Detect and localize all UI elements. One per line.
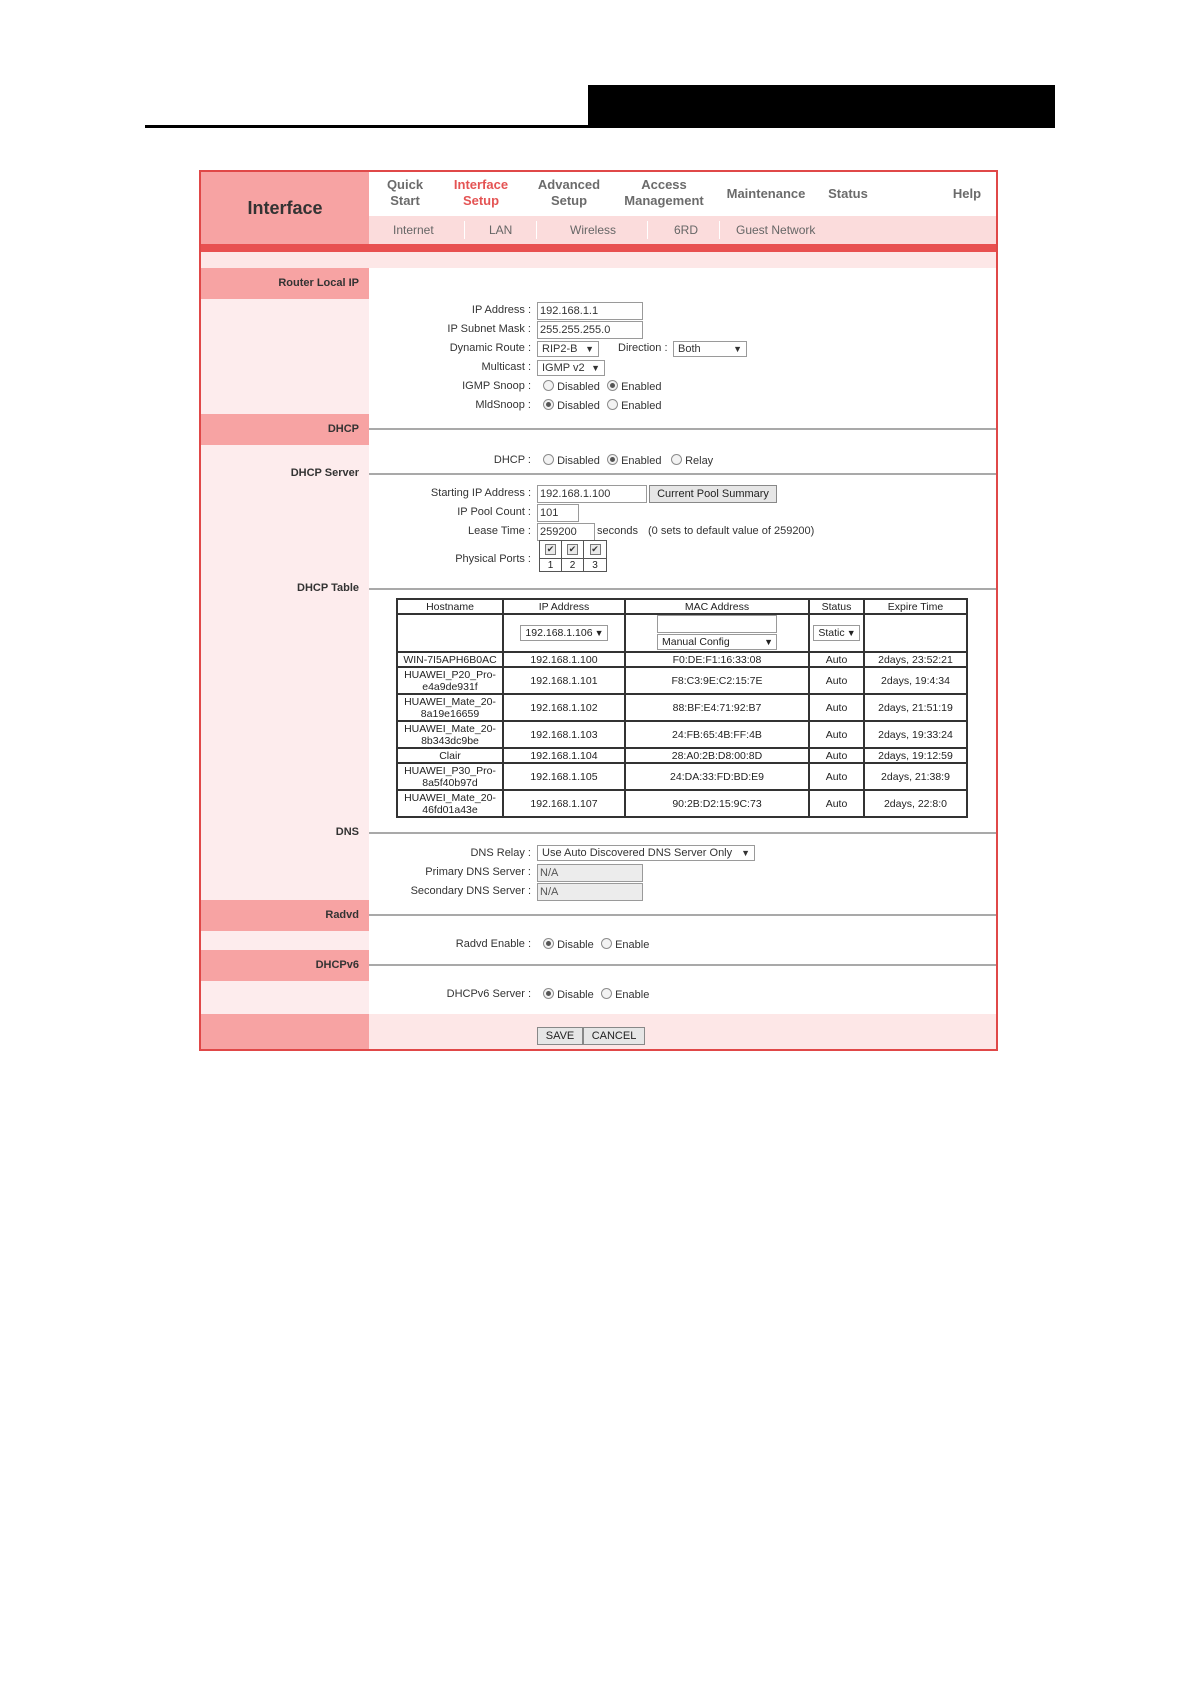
port-number: 1: [540, 558, 562, 571]
cell-ip: 192.168.1.100: [503, 652, 625, 667]
section-divider: [369, 832, 996, 834]
cell-status: Auto: [809, 721, 864, 748]
cancel-button[interactable]: CANCEL: [583, 1027, 645, 1045]
mac-input-cell: [625, 614, 809, 652]
nav-access-management[interactable]: Access Management: [624, 177, 704, 208]
nav-advanced-setup[interactable]: Advanced Setup: [537, 177, 601, 208]
section-divider: [369, 428, 996, 430]
chevron-down-icon: ▼: [585, 344, 594, 354]
save-button[interactable]: SAVE: [537, 1027, 583, 1045]
cell-expire: 2days, 19:12:59: [864, 748, 967, 763]
table-row[interactable]: [397, 790, 967, 817]
starting-ip-label: Starting IP Address :: [430, 487, 531, 499]
dynamic-route-select[interactable]: RIP2-B ▼: [537, 341, 599, 357]
lease-time-field[interactable]: 259200: [537, 523, 595, 541]
radio-icon[interactable]: [607, 399, 618, 410]
physical-ports-grid: [539, 540, 607, 572]
cell-expire: 2days, 22:8:0: [864, 790, 967, 817]
subnav-lan[interactable]: LAN: [489, 223, 513, 237]
current-pool-summary-button[interactable]: Current Pool Summary: [649, 485, 777, 503]
cell-mac: 90:2B:D2:15:9C:73: [625, 790, 809, 817]
radio-icon[interactable]: [671, 454, 682, 465]
port-checkbox-cell[interactable]: [584, 541, 606, 558]
check-icon[interactable]: ✔: [591, 544, 599, 554]
dynamic-route-label: Dynamic Route :: [449, 342, 531, 354]
nav-maintenance[interactable]: Maintenance: [726, 186, 806, 201]
lease-time-unit: seconds: [597, 525, 638, 537]
cell-status: Auto: [809, 763, 864, 790]
cell-ip: 192.168.1.107: [503, 790, 625, 817]
dhcp-mode-label: DHCP :: [493, 454, 531, 466]
dhcp-lease-table: [396, 598, 968, 818]
section-dhcp: DHCP: [201, 414, 369, 445]
cell-hostname: Clair: [397, 748, 503, 763]
cell-mac: F8:C3:9E:C2:15:7E: [625, 667, 809, 694]
sub-navigation: [369, 216, 996, 244]
secondary-dns-label: Secondary DNS Server :: [410, 885, 531, 897]
hostname-input-cell: [397, 614, 503, 652]
subnet-mask-label: IP Subnet Mask :: [447, 323, 531, 335]
igmp-snoop-enabled-option[interactable]: Enabled: [607, 380, 661, 393]
logo-title: Interface: [201, 172, 369, 244]
radvd-enable-option[interactable]: Enable: [601, 938, 649, 951]
cell-status: Auto: [809, 748, 864, 763]
dns-relay-select[interactable]: Use Auto Discovered DNS Server Only ▼: [537, 845, 755, 861]
cell-expire: 2days, 23:52:21: [864, 652, 967, 667]
cell-hostname: HUAWEI_Mate_20- 8b343dc9be: [397, 721, 503, 748]
cell-ip: 192.168.1.105: [503, 763, 625, 790]
port-number: 2: [562, 558, 584, 571]
section-divider: [369, 473, 996, 475]
chevron-down-icon: ▼: [764, 637, 773, 647]
pool-count-label: IP Pool Count :: [457, 506, 531, 518]
section-router-local-ip: Router Local IP: [201, 268, 369, 299]
multicast-select[interactable]: IGMP v2 ▼: [537, 360, 605, 376]
table-row[interactable]: [397, 652, 967, 667]
physical-ports-label: Physical Ports :: [455, 553, 531, 565]
subnet-mask-field[interactable]: 255.255.255.0: [537, 321, 643, 339]
lease-time-label: Lease Time :: [468, 525, 531, 537]
mac-address-input[interactable]: [657, 615, 777, 633]
dhcpv6-disable-option[interactable]: Disable: [543, 988, 594, 1001]
port-checkbox-cell[interactable]: [540, 541, 562, 558]
cell-status: Auto: [809, 667, 864, 694]
cell-status: Auto: [809, 790, 864, 817]
lease-time-note: (0 sets to default value of 259200): [648, 525, 815, 537]
primary-dns-field[interactable]: N/A: [537, 864, 643, 882]
check-icon[interactable]: ✔: [568, 544, 577, 554]
action-bar-side: [201, 1014, 369, 1051]
dhcp-disabled-option[interactable]: Disabled: [543, 454, 600, 467]
radvd-enable-label: Radvd Enable :: [455, 938, 531, 950]
column-status: Status: [809, 599, 864, 614]
ip-address-select[interactable]: 192.168.1.106 ▼: [520, 625, 607, 641]
cell-expire: 2days, 19:33:24: [864, 721, 967, 748]
cell-ip: 192.168.1.103: [503, 721, 625, 748]
radio-selected-icon[interactable]: [543, 399, 554, 410]
content-top-band: [201, 252, 996, 268]
table-input-row: [397, 614, 967, 652]
mld-snoop-label: MldSnoop :: [475, 399, 531, 411]
table-row[interactable]: [397, 694, 967, 721]
nav-help[interactable]: Help: [952, 186, 982, 201]
table-row[interactable]: [397, 667, 967, 694]
cell-hostname: HUAWEI_P30_Pro- 8a5f40b97d: [397, 763, 503, 790]
section-radvd: Radvd: [201, 900, 369, 931]
nav-status[interactable]: Status: [828, 186, 868, 201]
chevron-down-icon: ▼: [741, 848, 750, 858]
cell-ip: 192.168.1.104: [503, 748, 625, 763]
igmp-snoop-disabled-option[interactable]: Disabled: [543, 380, 600, 393]
page-header-bar: [588, 85, 1055, 128]
chevron-down-icon: ▼: [733, 344, 742, 354]
cell-mac: 88:BF:E4:71:92:B7: [625, 694, 809, 721]
section-dhcpv6: DHCPv6: [201, 950, 369, 981]
section-divider: [369, 588, 996, 590]
cell-mac: 24:FB:65:4B:FF:4B: [625, 721, 809, 748]
multicast-label: Multicast :: [481, 361, 531, 373]
nav-interface-setup[interactable]: Interface Setup: [453, 177, 509, 208]
mld-snoop-disabled-option[interactable]: Disabled: [543, 399, 600, 412]
status-select-cell: [809, 614, 864, 652]
column-ip-address: IP Address: [503, 599, 625, 614]
pool-count-field[interactable]: 101: [537, 504, 579, 522]
cell-hostname: HUAWEI_P20_Pro- e4a9de931f: [397, 667, 503, 694]
section-dhcp-server: DHCP Server: [290, 467, 359, 479]
direction-label: Direction :: [618, 342, 668, 354]
subnav-wireless[interactable]: Wireless: [570, 223, 617, 237]
table-row[interactable]: [397, 763, 967, 790]
igmp-snoop-label: IGMP Snoop :: [462, 380, 531, 392]
dhcpv6-enable-option[interactable]: Enable: [601, 988, 649, 1001]
radio-selected-icon[interactable]: [543, 938, 554, 949]
nav-divider-bar: [201, 244, 996, 252]
radio-selected-icon[interactable]: [607, 380, 618, 391]
nav-quick-start[interactable]: Quick Start: [386, 177, 424, 208]
section-divider: [369, 964, 996, 966]
section-divider: [369, 914, 996, 916]
table-header-row: [397, 599, 967, 614]
cell-hostname: HUAWEI_Mate_20- 46fd01a43e: [397, 790, 503, 817]
port-checkbox-cell[interactable]: [562, 541, 584, 558]
radio-icon[interactable]: [543, 380, 554, 391]
radvd-disable-option[interactable]: Disable: [543, 938, 594, 951]
subnav-separator: [647, 221, 648, 239]
cell-ip: 192.168.1.101: [503, 667, 625, 694]
direction-select[interactable]: Both ▼: [673, 341, 747, 357]
cell-expire: 2days, 21:38:9: [864, 763, 967, 790]
primary-dns-label: Primary DNS Server :: [425, 866, 531, 878]
dhcp-relay-option[interactable]: Relay: [671, 454, 713, 467]
ip-select-cell: [503, 614, 625, 652]
radio-icon[interactable]: [601, 938, 612, 949]
subnav-guest-network[interactable]: Guest Network: [736, 223, 816, 237]
column-mac-address: MAC Address: [625, 599, 809, 614]
dhcpv6-server-label: DHCPv6 Server :: [446, 988, 531, 1000]
chevron-down-icon: ▼: [594, 628, 604, 638]
radio-selected-icon[interactable]: [543, 988, 554, 999]
router-config-frame: [199, 170, 998, 1051]
cell-ip: 192.168.1.102: [503, 694, 625, 721]
cell-expire: 2days, 19:4:34: [864, 667, 967, 694]
section-dhcp-table: DHCP Table: [297, 582, 359, 594]
chevron-down-icon: ▼: [846, 628, 856, 638]
status-select[interactable]: Static ▼: [813, 625, 859, 641]
subnav-internet[interactable]: Internet: [393, 223, 434, 237]
cell-mac: 24:DA:33:FD:BD:E9: [625, 763, 809, 790]
subnav-separator: [536, 221, 537, 239]
radio-icon[interactable]: [601, 988, 612, 999]
page-header-rule: [145, 125, 1055, 128]
expire-input-cell: [864, 614, 967, 652]
secondary-dns-field[interactable]: N/A: [537, 883, 643, 901]
cell-mac: 28:A0:2B:D8:00:8D: [625, 748, 809, 763]
chevron-down-icon: ▼: [591, 363, 600, 373]
subnav-6rd[interactable]: 6RD: [674, 223, 699, 237]
mac-config-select[interactable]: Manual Config ▼: [657, 634, 777, 650]
cell-status: Auto: [809, 694, 864, 721]
table-row[interactable]: [397, 748, 967, 763]
port-number: 3: [584, 558, 606, 571]
cell-expire: 2days, 21:51:19: [864, 694, 967, 721]
column-expire-time: Expire Time: [864, 599, 967, 614]
radio-selected-icon[interactable]: [607, 454, 618, 465]
dhcp-enabled-option[interactable]: Enabled: [607, 454, 661, 467]
top-navigation: [369, 172, 996, 216]
cell-mac: F0:DE:F1:16:33:08: [625, 652, 809, 667]
cell-hostname: HUAWEI_Mate_20- 8a19e16659: [397, 694, 503, 721]
table-row[interactable]: [397, 721, 967, 748]
ip-address-field[interactable]: 192.168.1.1: [537, 302, 643, 320]
subnav-separator: [719, 221, 720, 239]
check-icon[interactable]: ✔: [546, 544, 555, 554]
dns-relay-label: DNS Relay :: [470, 847, 531, 859]
ip-address-label: IP Address :: [471, 304, 531, 316]
radio-icon[interactable]: [543, 454, 554, 465]
column-hostname: Hostname: [397, 599, 503, 614]
mld-snoop-enabled-option[interactable]: Enabled: [607, 399, 661, 412]
cell-status: Auto: [809, 652, 864, 667]
starting-ip-field[interactable]: 192.168.1.100: [537, 485, 647, 503]
subnav-separator: [464, 221, 465, 239]
cell-hostname: WIN-7I5APH6B0AC: [397, 652, 503, 667]
section-dns: DNS: [335, 826, 359, 838]
